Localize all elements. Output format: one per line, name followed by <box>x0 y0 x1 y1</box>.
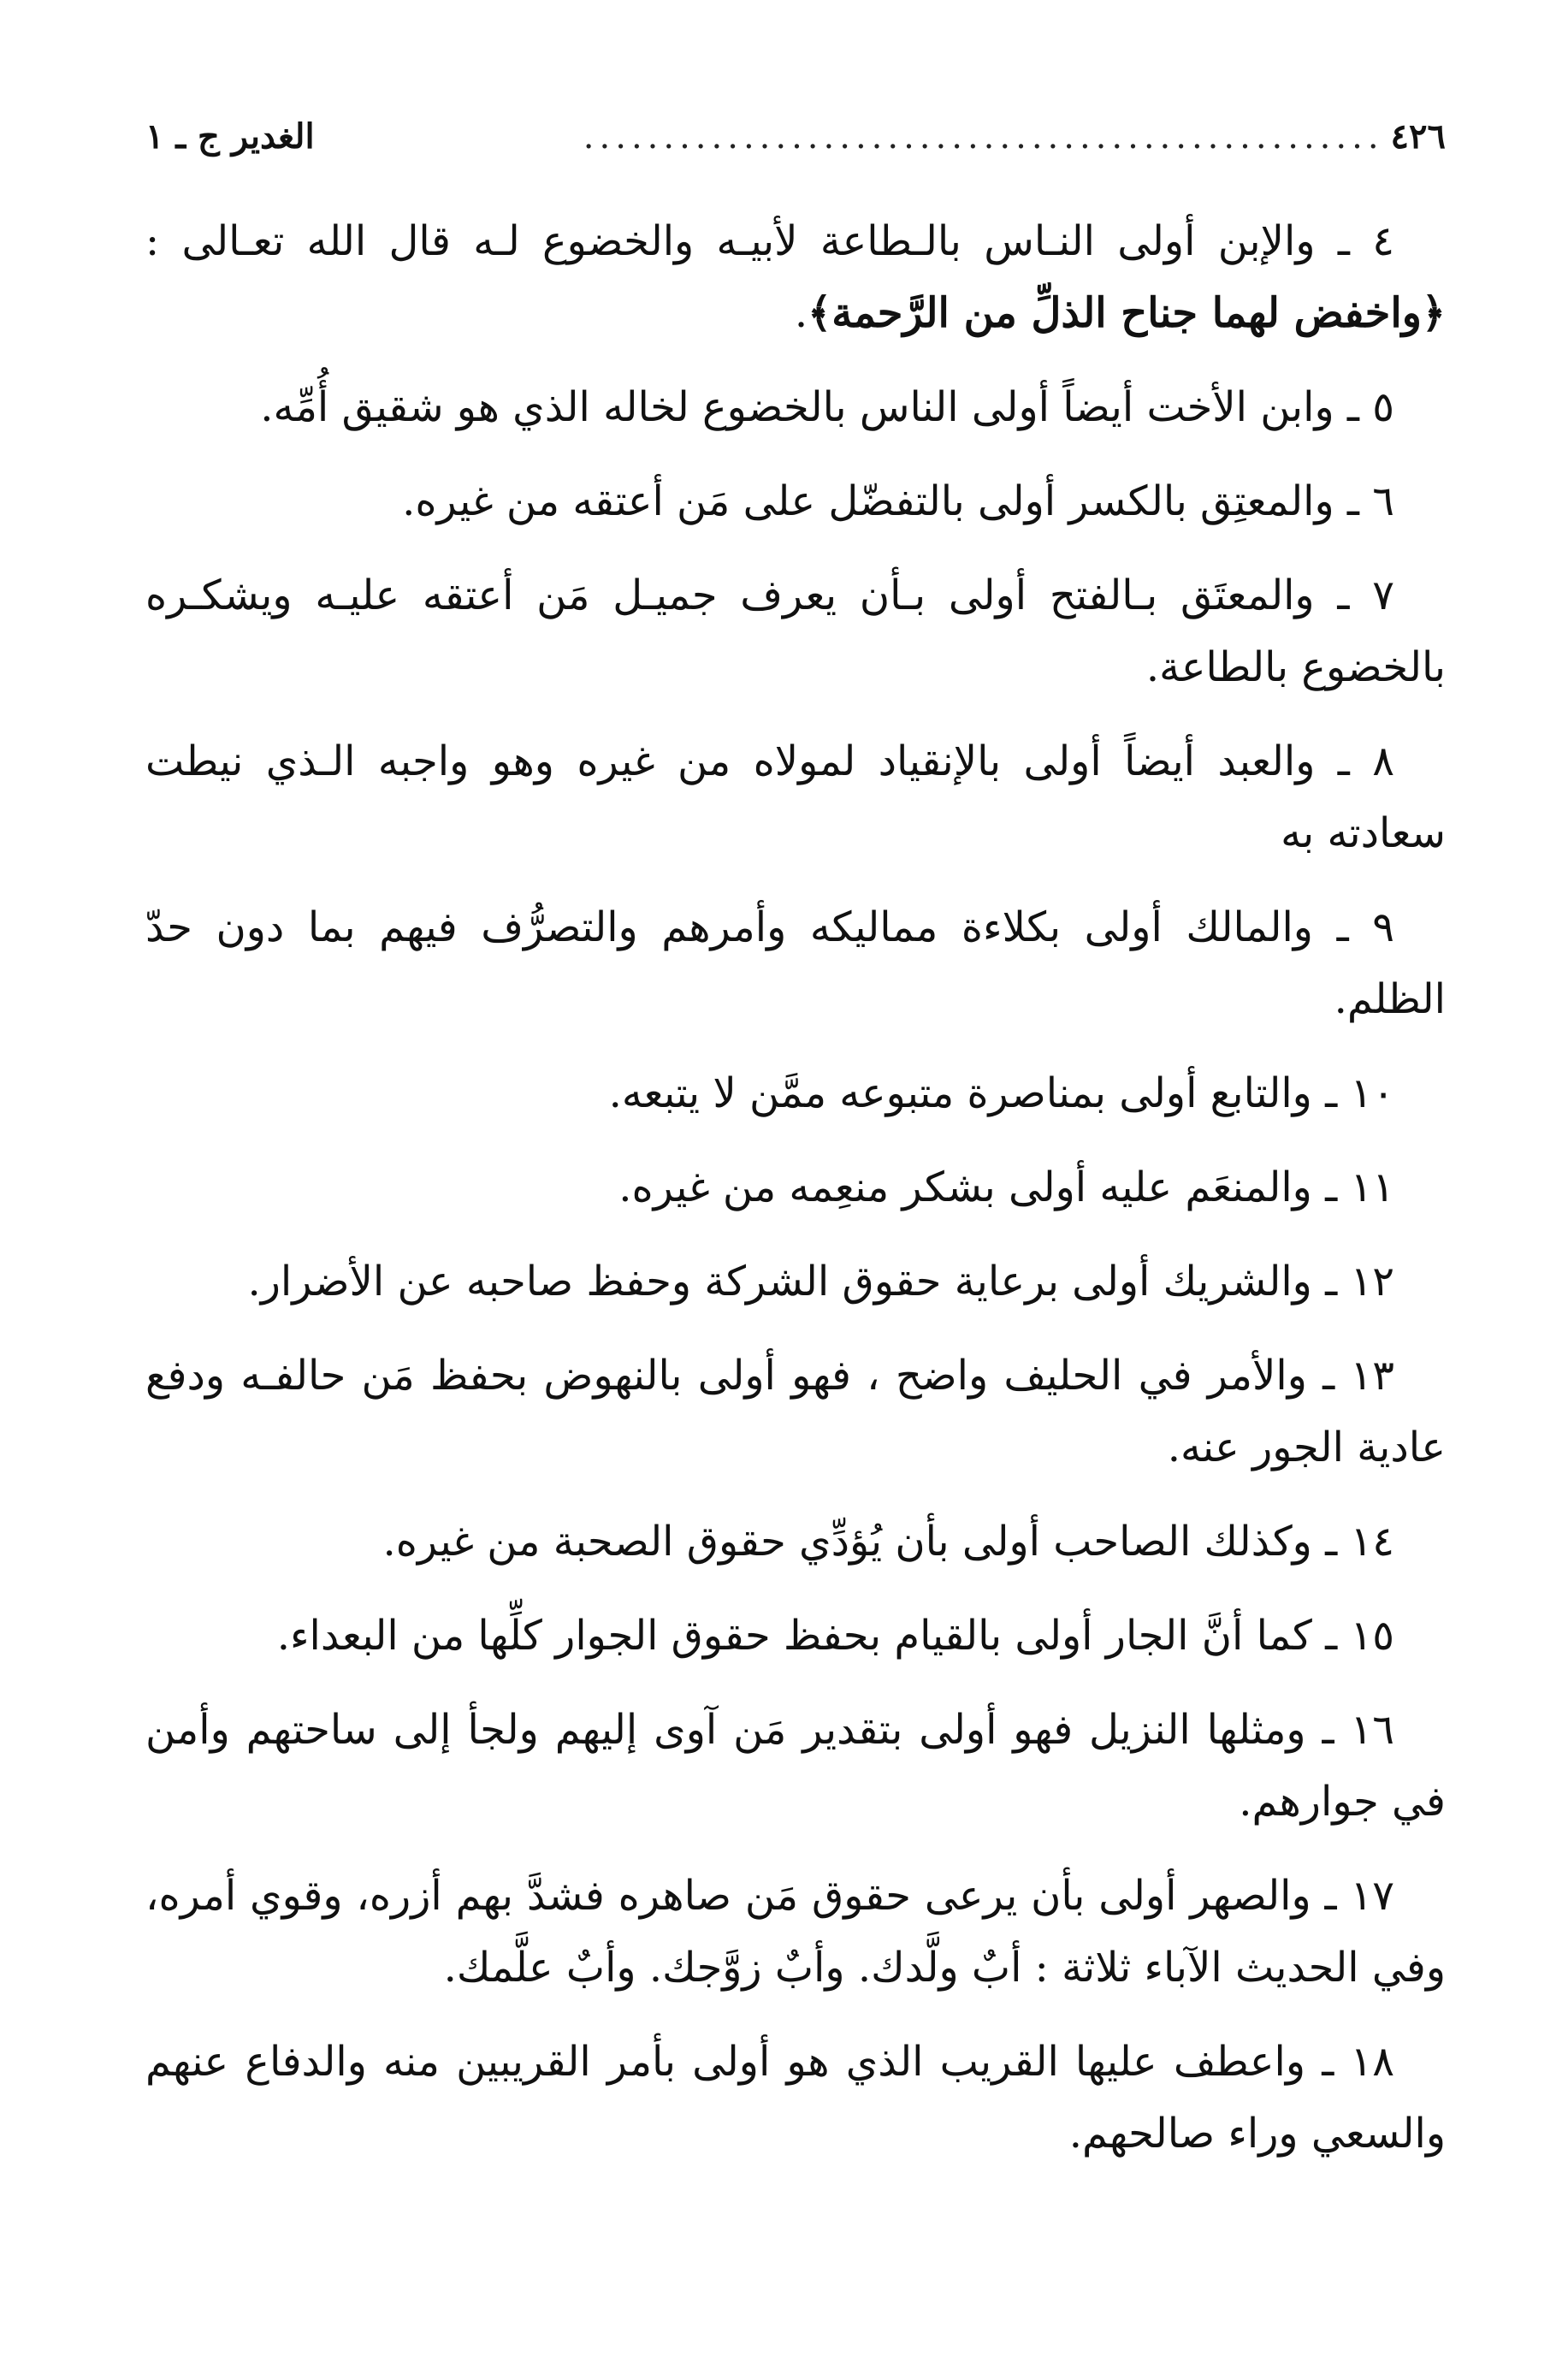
item-number: ٥ ـ <box>1346 383 1394 431</box>
list-item-16 <box>145 1694 1446 1838</box>
list-item-12 <box>145 1246 1446 1317</box>
list-item-18 <box>145 2026 1446 2170</box>
item-text: والصهر أولى بأن يرعى حقوق مَن صاهره فشدَّ بهم أزره، وقوي أمره، وفي الحديث الآباء ثلاثة : أبٌ ولَّدك. وأبٌ زوَّجك. وأبٌ علَّمك. <box>145 1872 1446 1992</box>
item-text: والأمر في الحليف واضح ، فهو أولى بالنهوض بحفظ مَن حالفـه ودفع عادية الجور عنه. <box>145 1352 1446 1471</box>
list-item-8 <box>145 725 1446 869</box>
list-item-17 <box>145 1860 1446 2004</box>
list-item-5 <box>145 371 1446 443</box>
list-item-6 <box>145 465 1446 537</box>
item-text: والمعتَق بـالفتح أولى بـأن يعرف جميـل مَن أعتقه عليـه ويشكـره بالخضوع بالطاعة. <box>145 571 1446 691</box>
page-number: ٤٢٦ <box>1390 116 1446 157</box>
item-text: وكذلك الصاحب أولى بأن يُؤدِّي حقوق الصحبة من غيره. <box>382 1518 1312 1566</box>
list-item-11 <box>145 1151 1446 1223</box>
item-text: والتابع أولى بمناصرة متبوعه ممَّن لا يتبعه. <box>608 1069 1312 1117</box>
list-item-15 <box>145 1600 1446 1672</box>
item-number: ٤ ـ <box>1337 217 1395 265</box>
list-item-10 <box>145 1057 1446 1129</box>
list-item-9 <box>145 891 1446 1035</box>
item-text: والإبن أولى النـاس بالـطاعة لأبيـه والخضوع لـه قال الله تعـالى : <box>145 217 1316 265</box>
item-number: ١٧ ـ <box>1324 1872 1394 1920</box>
item-number: ٧ ـ <box>1337 571 1394 619</box>
item-text: واعطف عليها القريب الذي هو أولى بأمر القريبين منه والدفاع عنهم والسعي وراء صالحهم. <box>145 2038 1446 2158</box>
item-number: ١٦ ـ <box>1322 1706 1394 1754</box>
item-number: ١٤ ـ <box>1325 1518 1394 1566</box>
list-item-7 <box>145 559 1446 703</box>
running-header <box>145 111 1446 171</box>
numbered-list <box>145 205 1446 2170</box>
item-number: ١٢ ـ <box>1325 1258 1394 1305</box>
item-number: ٩ ـ <box>1336 903 1395 951</box>
item-number: ١٣ ـ <box>1322 1352 1394 1400</box>
running-title: الغدير ج ـ ١ <box>145 116 315 157</box>
item-text: والمنعَم عليه أولى بشكر منعِمه من غيره. <box>618 1163 1312 1211</box>
list-item-14 <box>145 1506 1446 1578</box>
item-text: والمالك أولى بكلاءة مماليكه وأمرهم والتصرُّف فيهم بما دون حدّ الظلم. <box>145 903 1446 1023</box>
document-page <box>145 111 1446 2192</box>
quran-verse: ﴿واخفض لهما جناح الذلِّ من الرَّحمة﴾ <box>808 289 1446 337</box>
item-text: كما أنَّ الجار أولى بالقيام بحفظ حقوق الجوار كلِّها من البعداء. <box>276 1612 1312 1660</box>
item-number: ١٠ ـ <box>1325 1069 1394 1117</box>
item-number: ١١ ـ <box>1325 1163 1394 1211</box>
item-number: ١٨ ـ <box>1322 2038 1395 2086</box>
header-leader-dots: .................................................. <box>583 117 1384 157</box>
item-number: ٦ ـ <box>1346 477 1394 525</box>
item-text: والمعتِق بالكسر أولى بالتفضّل على مَن أعتقه من غيره. <box>402 477 1334 525</box>
list-item-13 <box>145 1340 1446 1483</box>
item-text: ومثلها النزيل فهو أولى بتقدير مَن آوى إليهم ولجأ إلى ساحتهم وأمن في جوارهم. <box>145 1706 1446 1826</box>
item-number: ١٥ ـ <box>1325 1612 1394 1660</box>
item-end: . <box>794 289 808 337</box>
item-text: وابن الأخت أيضاً أولى الناس بالخضوع لخاله الذي هو شقيق أُمِّه. <box>260 383 1334 431</box>
item-text: والشريك أولى برعاية حقوق الشركة وحفظ صاحبه عن الأضرار. <box>247 1258 1312 1305</box>
item-text: والعبد أيضاً أولى بالإنقياد لمولاه من غيره وهو واجبه الـذي نيطت سعادته به <box>145 737 1446 857</box>
item-number: ٨ ـ <box>1337 737 1394 785</box>
list-item-4 <box>145 205 1446 349</box>
